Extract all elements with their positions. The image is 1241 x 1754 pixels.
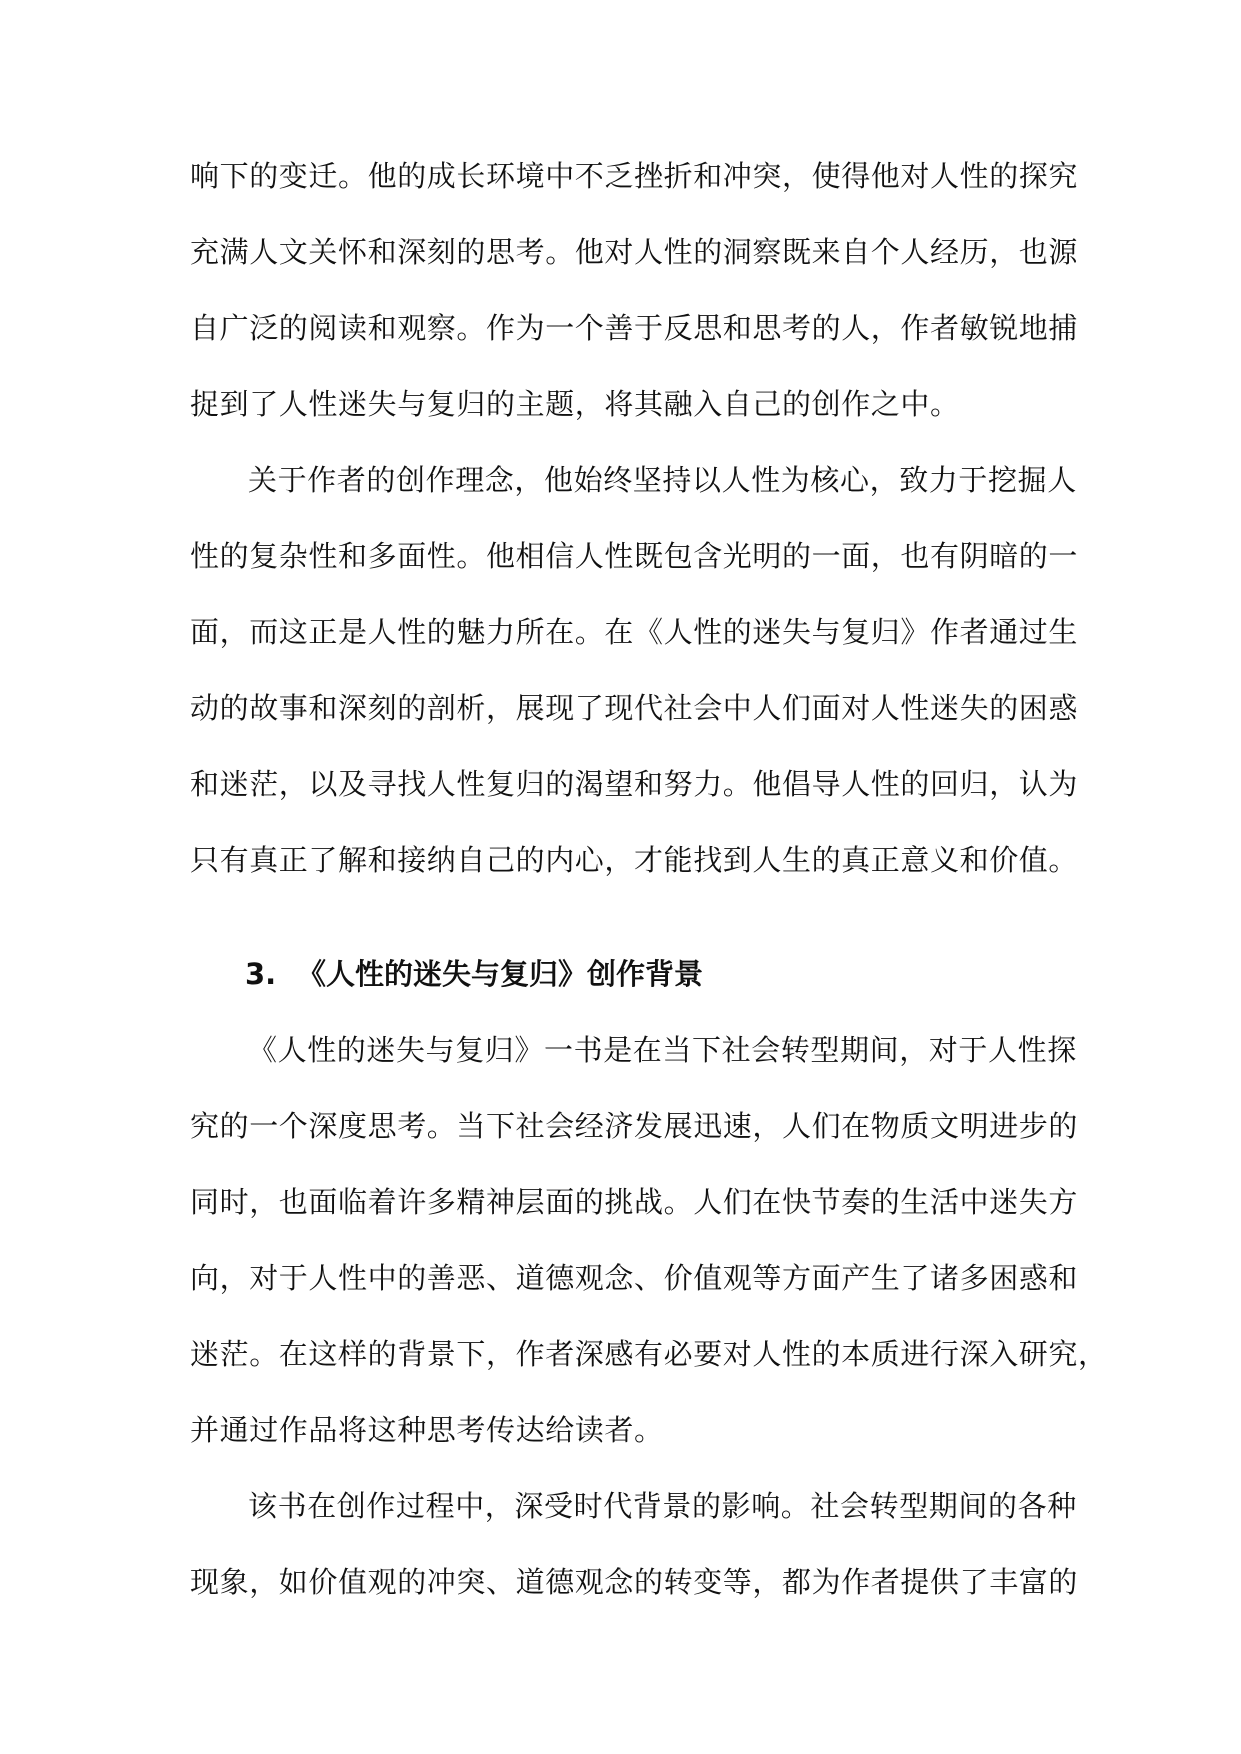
text-line: 性的复杂性和多面性。他相信人性既包含光明的一面，也有阴暗的一 xyxy=(190,539,1079,573)
section-heading xyxy=(190,936,1052,1012)
text-line: 究的一个深度思考。当下社会经济发展迅速，人们在物质文明进步的 xyxy=(190,1109,1079,1143)
text-line: 关于作者的创作理念，他始终坚持以人性为核心，致力于挖掘人 xyxy=(248,463,1077,497)
text-line: 动的故事和深刻的剖析，展现了现代社会中人们面对人性迷失的困惑 xyxy=(190,691,1079,725)
paragraph xyxy=(190,138,1079,442)
text-line: 捉到了人性迷失与复归的主题，将其融入自己的创作之中。 xyxy=(190,387,960,421)
text-line: 充满人文关怀和深刻的思考。他对人性的洞察既来自个人经历，也源 xyxy=(190,235,1079,269)
paragraph xyxy=(190,442,1079,898)
text-line: 现象，如价值观的冲突、道德观念的转变等，都为作者提供了丰富的 xyxy=(190,1565,1079,1599)
text-line: 该书在创作过程中，深受时代背景的影响。社会转型期间的各种 xyxy=(248,1489,1077,1523)
text-line: 只有真正了解和接纳自己的内心，才能找到人生的真正意义和价值。 xyxy=(190,843,1079,877)
text-line: 面，而这正是人性的魅力所在。在《人性的迷失与复归》作者通过生 xyxy=(190,615,1079,649)
text-line: 同时，也面临着许多精神层面的挑战。人们在快节奏的生活中迷失方 xyxy=(190,1185,1079,1219)
text-line: 响下的变迁。他的成长环境中不乏挫折和冲突，使得他对人性的探究 xyxy=(190,159,1079,193)
document-page xyxy=(190,138,1108,1620)
text-line: 和迷茫，以及寻找人性复归的渴望和努力。他倡导人性的回归，认为 xyxy=(190,767,1079,801)
paragraph xyxy=(190,1468,1079,1620)
section-title: 《人性的迷失与复归》创作背景 xyxy=(297,957,704,991)
section-number: 3. xyxy=(245,957,277,991)
text-line: 并通过作品将这种思考传达给读者。 xyxy=(190,1413,664,1447)
paragraph xyxy=(190,1012,1108,1468)
text-line: 向，对于人性中的善恶、道德观念、价值观等方面产生了诸多困惑和 xyxy=(190,1261,1079,1295)
text-line: 迷茫。在这样的背景下，作者深感有必要对人性的本质进行深入研究， xyxy=(190,1337,1108,1371)
text-line: 《人性的迷失与复归》一书是在当下社会转型期间，对于人性探 xyxy=(248,1033,1077,1067)
text-line: 自广泛的阅读和观察。作为一个善于反思和思考的人，作者敏锐地捕 xyxy=(190,311,1079,345)
